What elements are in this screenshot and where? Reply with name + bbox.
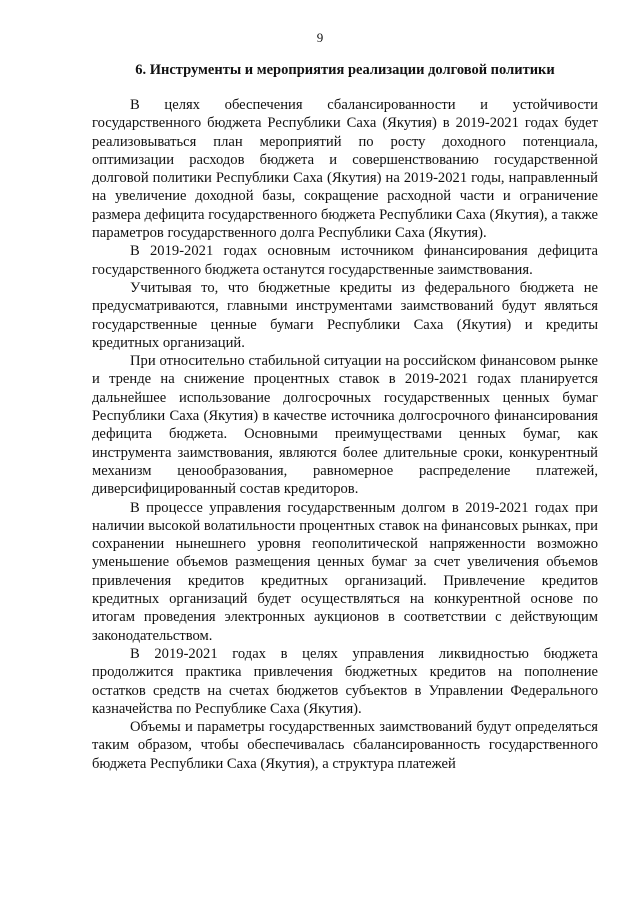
paragraph: В процессе управления государственным долгом в 2019-2021 годах при наличии высокой волатильности процентных ставок на финансовых рынках, при сохранении нынешнего уровня геополитической напряженности возможно уменьшение объемов размещения ценных бумаг за счет увеличения объемов привлечения кредитов кредитных организаций. Привлечение кредитов кредитных организаций будет осуществляться на конкурентной основе по итогам проведения электронных аукционов в соответствии с действующим законодательством.: [92, 499, 598, 644]
body-text: [92, 96, 598, 773]
paragraph: В целях обеспечения сбалансированности и устойчивости государственного бюджета Республики Саха (Якутия) в 2019-2021 годах будет реализовываться план мероприятий по росту доходного потенциала, оптимизации расходов бюджета и совершенствованию государственной долговой политики Республики Саха (Якутия) на 2019-2021 годы, направленный на увеличение доходной базы, сокращение расходной части и ограничение размера дефицита государственного бюджета Республики Саха (Якутия), а также параметров государственного долга Республики Саха (Якутия).: [92, 97, 598, 242]
paragraph: В 2019-2021 годах основным источником финансирования дефицита государственного бюджета останутся государственные заимствования.: [92, 243, 598, 278]
paragraph: Объемы и параметры государственных заимствований будут определяться таким образом, чтобы обеспечивалась сбалансированность государственного бюджета Республики Саха (Якутия), а структура платежей: [92, 719, 598, 772]
paragraph: Учитывая то, что бюджетные кредиты из федерального бюджета не предусматриваются, главными инструментами заимствований будут являться государственные ценные бумаги Республики Саха (Якутия) и кредиты кредитных организаций.: [92, 279, 598, 351]
paragraph: В 2019-2021 годах в целях управления ликвидностью бюджета продолжится практика привлечения бюджетных кредитов на пополнение остатков средств на счетах бюджетов субъектов в Управлении Федерального казначейства по Республике Саха (Якутия).: [92, 645, 598, 717]
page-number: 9: [316, 30, 324, 45]
paragraph: При относительно стабильной ситуации на российском финансовом рынке и тренде на снижение процентных ставок в 2019-2021 годах планируется дальнейшее использование долгосрочных государственных ценных бумаг Республики Саха (Якутия) в качестве источника долгосрочного финансирования дефицита бюджета. Основными преимуществами ценных бумаг, как инструмента заимствования, являются более длительные сроки, конкурентный механизм ценообразования, равномерное распределение платежей, диверсифицированный состав кредиторов.: [92, 353, 598, 498]
section-heading: 6. Инструменты и мероприятия реализации долговой политики: [135, 62, 555, 78]
